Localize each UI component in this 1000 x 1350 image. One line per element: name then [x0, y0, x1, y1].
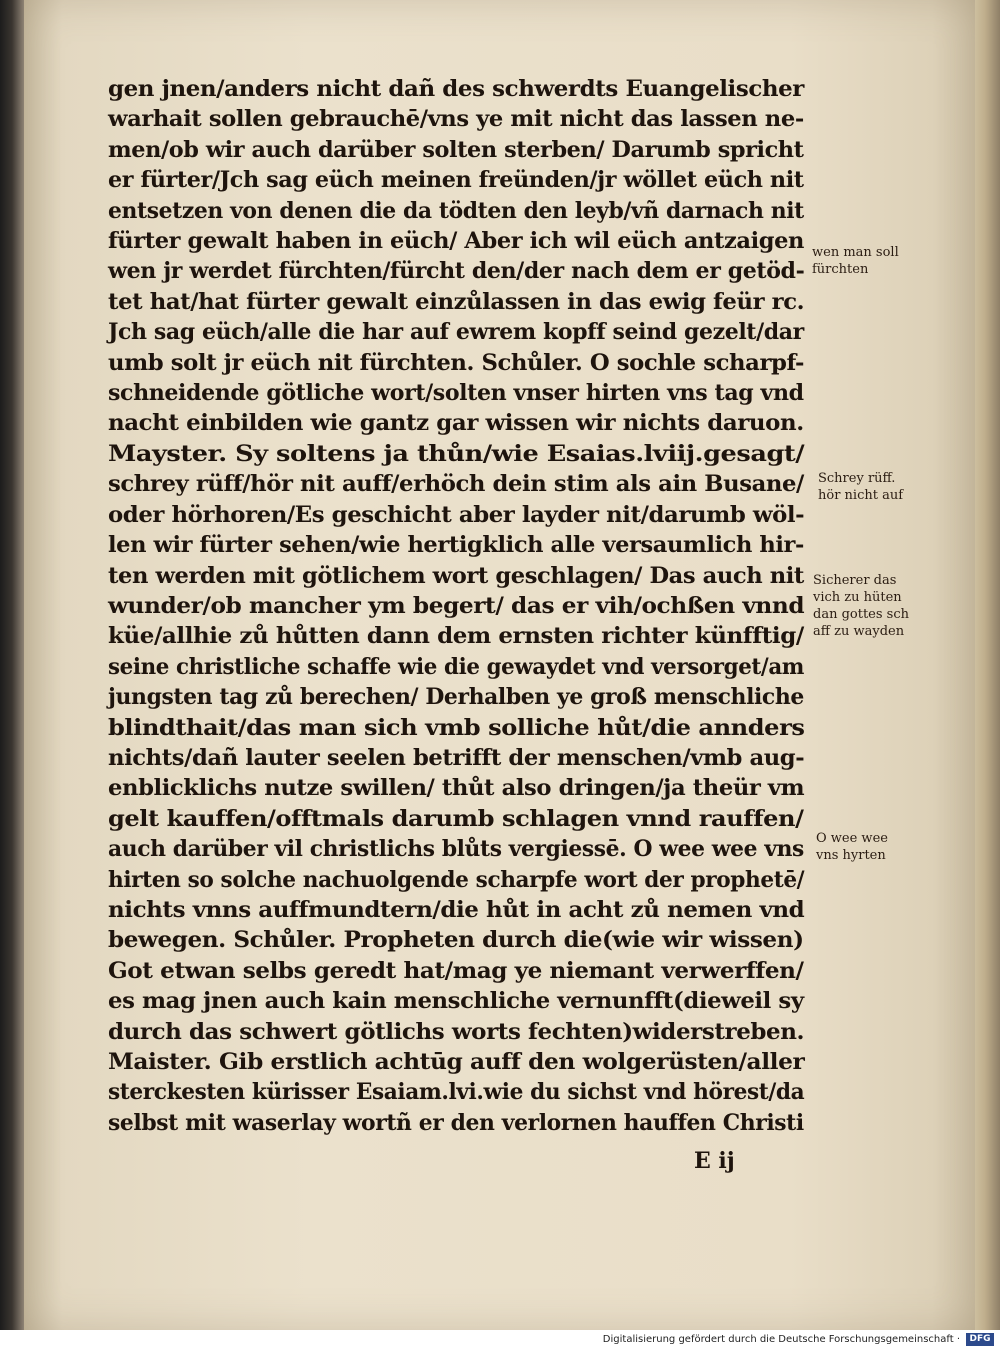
signature-mark: E ij	[694, 1148, 735, 1174]
text-line: Jch sag eüch/alle die har auf ewrem kopff seind gezelt/dar	[108, 319, 804, 346]
text-line: ten werden mit götlichem wort geschlagen/ Das auch nit	[108, 562, 804, 589]
body-text	[108, 74, 808, 1138]
text-line: Maister. Gib erstlich achtūg auff den wolgerüsten/aller	[108, 1049, 805, 1075]
margin-note-line: hör nicht auf	[818, 488, 904, 503]
text-line: entsetzen von denen die da tödten den leyb/vñ darnach nit	[108, 197, 804, 224]
margin-note-line: Sicherer das	[813, 573, 897, 588]
footer-credit: Digitalisierung gefördert durch die Deutsche Forschungsgemeinschaft ·	[602, 1334, 960, 1345]
footer-bar	[0, 1330, 1000, 1350]
text-line: seine christliche schaffe wie die gewaydet vnd versorget/am	[108, 653, 805, 680]
text-line: sterckesten kürisser Esaiam.lvi.wie du sichst vnd hörest/da	[108, 1079, 805, 1106]
text-line: nichts vnns auffmundtern/die hůt in acht zů nemen vnd	[108, 896, 805, 923]
margin-note	[816, 830, 888, 864]
text-line: gen jnen/anders nicht dañ des schwerdts Euangelischer	[108, 76, 804, 102]
text-line: fürter gewalt haben in eüch/ Aber ich wil eüch antzaigen	[108, 228, 805, 255]
text-line: Mayster. Sy soltens ja thůn/wie Esaias.lviij.gesagt/	[108, 440, 805, 467]
text-line: durch das schwert götlichs worts fechten)widerstreben.	[108, 1018, 805, 1045]
text-line: es mag jnen auch kain menschliche vernunfft(dieweil sy	[108, 988, 804, 1015]
margin-note	[818, 470, 903, 504]
dfg-logo: DFG	[966, 1333, 994, 1346]
text-line: tet hat/hat fürter gewalt einzůlassen in das ewig feür rc.	[108, 288, 805, 315]
margin-note-line: O wee wee	[816, 831, 888, 846]
text-line: enblicklichs nutze swillen/ thůt also dringen/ja theür vm	[108, 775, 805, 802]
text-line: warhait sollen gebrauchē/vns ye mit nicht das lassen ne-	[108, 106, 804, 133]
text-line: hirten so solche nachuolgende scharpfe wort der prophetē/	[108, 866, 805, 893]
margin-note-line: Schrey rüff.	[818, 471, 896, 486]
text-line: men/ob wir auch darüber solten sterben/ Darumb spricht	[108, 136, 804, 163]
margin-note	[813, 572, 909, 640]
text-line: gelt kauffen/offtmals darumb schlagen vnnd rauffen/	[108, 805, 804, 832]
margin-note	[812, 244, 899, 278]
text-line: blindthait/das man sich vmb solliche hůt/die annders	[108, 714, 805, 741]
margin-note-line: vns hyrten	[816, 848, 886, 863]
margin-note-line: dan gottes sch	[813, 607, 909, 622]
margin-note-line: fürchten	[812, 262, 869, 277]
margin-note-line: aff zu wayden	[813, 624, 905, 639]
text-line: schrey rüff/hör nit auff/erhöch dein stim als ain Busane/	[108, 471, 804, 498]
text-line: schneidende götliche wort/solten vnser hirten vns tag vnd	[108, 380, 804, 407]
margin-note-line: wen man soll	[812, 245, 899, 260]
text-line: jungsten tag zů berechen/ Derhalben ye groß menschliche	[108, 684, 804, 711]
text-line: wen jr werdet fürchten/fürcht den/der nach dem er getöd-	[108, 258, 805, 285]
margin-note-line: vich zu hüten	[813, 590, 902, 605]
text-line: umb solt jr eüch nit fürchten. Schůler. O sochle scharpf-	[108, 349, 805, 376]
text-line: wunder/ob mancher ym begert/ das er vih/ochßen vnnd	[108, 592, 805, 619]
text-line: bewegen. Schůler. Propheten durch die(wie wir wissen)	[108, 927, 804, 954]
text-line: auch darüber vil christlichs blůts vergiessē. O wee wee vns	[108, 836, 804, 863]
page-right-edge	[975, 0, 1000, 1330]
text-line: nichts/dañ lauter seelen betrifft der menschen/vmb aug-	[108, 744, 805, 771]
text-line: nacht einbilden wie gantz gar wissen wir nichts daruon.	[108, 410, 804, 437]
text-line: oder hörhoren/Es geschicht aber layder nit/darumb wöl-	[108, 501, 805, 528]
text-line: küe/allhie zů hůtten dann dem ernsten richter künfftig/	[108, 623, 804, 650]
text-line: Got etwan selbs geredt hat/mag ye niemant verwerffen/	[108, 957, 804, 984]
text-line: er fürter/Jch sag eüch meinen freünden/jr wöllet eüch nit	[108, 167, 804, 194]
text-line: len wir fürter sehen/wie hertigklich alle versaumlich hir-	[108, 532, 804, 559]
text-line: selbst mit waserlay wortñ er den verlornen hauffen Christi	[108, 1109, 804, 1136]
